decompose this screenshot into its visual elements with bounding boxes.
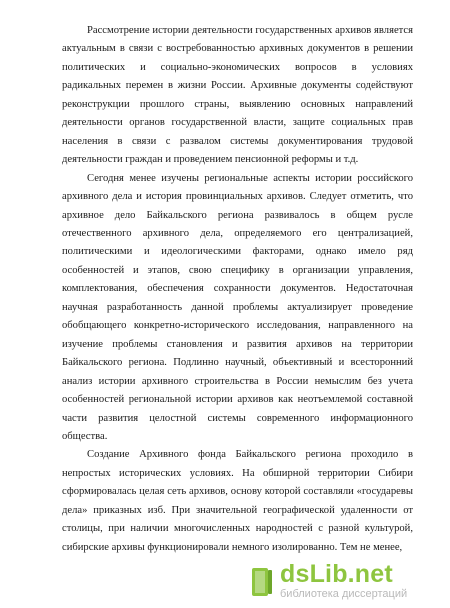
book-logo-icon [250,564,274,600]
document-body [62,22,413,557]
watermark-subtitle: библиотека диссертаций [280,588,408,600]
dslib-watermark [232,558,432,604]
watermark-title: dsLib.net [280,560,393,588]
paragraph-1: Рассмотрение истории деятельности государственных архивов является актуальным в связи с востребованностью архивных документов в решении политических и социально-экономических вопросов в условиях радикальных перемен в жизни России. Архивные документы содействуют реконструкции прошлого страны, выявлению основных направлений деятельности органов государственной власти, защите социальных прав населения в связи с развалом системы документирования трудовой деятельности граждан и проведением пенсионной реформы и т.д. [62,25,413,166]
paragraph-2: Сегодня менее изучены региональные аспекты истории российского архивного дела и история провинциальных архивов. Следует отметить, что архивное дело Байкальского региона развивалось в общем русле отечественного архивного дела, определяемого его централизацией, политическими и идеологическими факторами, однако имело ряд особенностей и этапов, свою специфику в организации управления, комплектования, обеспечения сохранности документов. Недостаточная научная разработанность данной проблемы актуализирует проведение обобщающего конкретно-исторического исследования, направленного на изучение проблемы становления и развития архивов на территории Байкальского региона. Подлинно научный, объективный и всесторонний анализ истории архивного строительства в России немыслим без учета особенностей региональной истории архивов как неотъемлемой составной части развития целостной системы современного информационного общества. [62,172,413,442]
paragraph-3: Создание Архивного фонда Байкальского региона проходило в непростых исторических условиях. На обширной территории Сибири сформировалась целая сеть архивов, основу которой составляли «государевы дела» приказных изб. При значительной географической удаленности от столицы, при наличии многочисленных народностей с разной культурой, сибирские архивы функционировали немного изолированно. Тем не менее, [62,449,413,553]
